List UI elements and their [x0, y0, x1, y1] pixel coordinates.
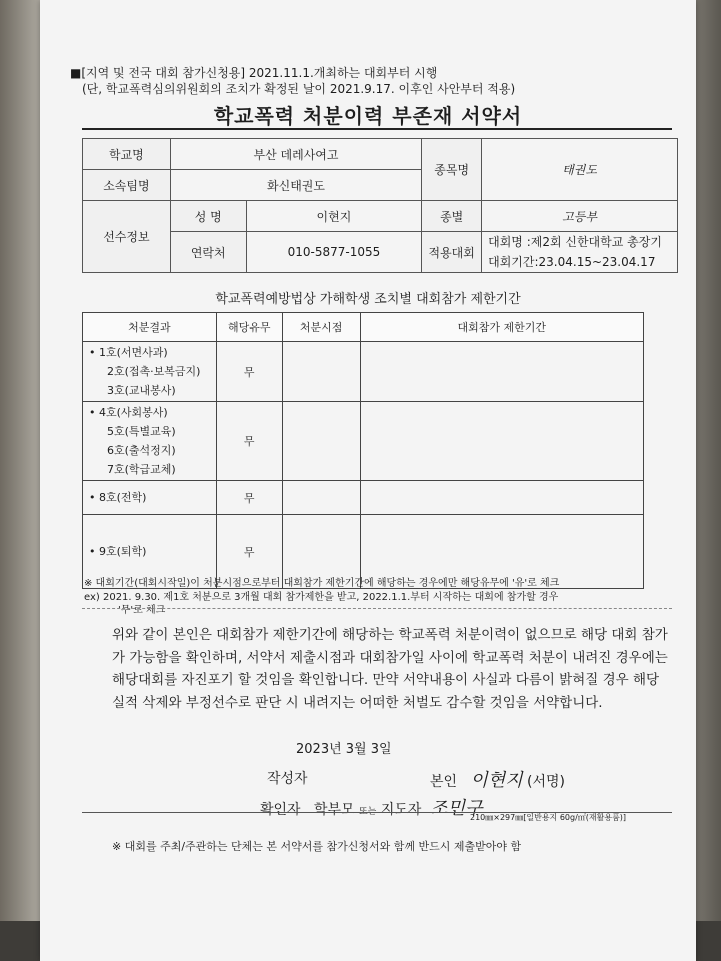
result-item: 6호(출석정지) [107, 444, 176, 457]
parent-label: 학부모 [313, 802, 355, 818]
note-line-1: ※ 대회기간(대회시작일)이 처분시점으로부터 대회참가 제한기간에 해당하는 경우에만 해당유무에 '유'로 체크 [84, 578, 560, 589]
note-line-2: ex) 2021. 9.30. 제1호 처분으로 3개월 대회 참가제한을 받고, 2022.1.1.부터 시작하는 대회에 참가할 경우 [84, 592, 559, 603]
footer-note: ※ 대회를 주최/주관하는 단체는 본 서약서를 참가신청서와 함께 반드시 제출받아야 함 [112, 840, 522, 853]
result-item: 7호(학급교체) [107, 463, 176, 476]
division-value: 고등부 [482, 201, 678, 232]
header-line-1: ■[지역 및 전국 대회 참가신청용] 2021.11.1.개최하는 대회부터 시행 [70, 66, 438, 80]
period-value [360, 402, 643, 481]
result-item: 5호(특별교육) [107, 425, 176, 438]
result-item: 3호(교내봉사) [107, 384, 176, 397]
team-value: 화신태권도 [170, 170, 421, 201]
result-item: 2호(접촉·보복금지) [107, 365, 201, 378]
applied-meet-value [482, 232, 678, 273]
name-label: 성 명 [170, 201, 246, 232]
time-value [282, 481, 360, 515]
division-label: 종별 [422, 201, 482, 232]
applied-meet-label: 적용대회 [422, 232, 482, 273]
restriction-table [82, 312, 644, 589]
athlete-label: 선수정보 [83, 201, 171, 273]
restriction-title: 학교폭력예방법상 가해학생 조치별 대회참가 제한기간 [215, 292, 521, 307]
note-line-3: '무'로 체크 [118, 605, 166, 616]
paper-spec: 210㎜×297㎜[일반용지 60g/㎡(재활용품)] [470, 813, 627, 822]
period-value [360, 481, 643, 515]
result-item: • 8호(전학) [89, 491, 147, 504]
document-title: 학교폭력 처분이력 부존재 서약서 [213, 104, 523, 128]
pledge-document [40, 0, 696, 961]
event-value: 태권도 [482, 139, 678, 201]
contact-value: 010-5877-1055 [246, 232, 422, 273]
self-signature: 이현지 [470, 770, 523, 791]
title-underline [82, 128, 672, 130]
result-cell-3 [83, 481, 217, 515]
self-label: 본인 [430, 774, 458, 790]
meet-name: 대회명 :제2회 신한대학교 총장기 [488, 235, 662, 249]
name-value: 이현지 [246, 201, 422, 232]
result-cell-1 [83, 342, 217, 402]
time-value [282, 402, 360, 481]
event-label: 종목명 [422, 139, 482, 201]
col-time: 처분시점 [282, 313, 360, 342]
meet-period: 대회기간:23.04.15~23.04.17 [488, 255, 656, 269]
col-period: 대회참가 제한기간 [360, 313, 643, 342]
separator [82, 608, 672, 609]
col-result: 처분결과 [83, 313, 217, 342]
team-label: 소속팀명 [83, 170, 171, 201]
writer-label: 작성자 [267, 771, 308, 787]
header-line-2: (단, 학교폭력심의위원회의 조치가 확정된 날이 2021.9.17. 이후인 사안부터 적용) [82, 82, 516, 96]
result-item: • 1호(서면사과) [89, 346, 168, 359]
col-applicable: 해당유무 [216, 313, 282, 342]
confirm-label: 확인자 [260, 802, 301, 818]
applicable-value: 무 [216, 342, 282, 402]
applicable-value: 무 [216, 402, 282, 481]
declaration-text: 위와 같이 본인은 대회참가 제한기간에 해당하는 학교폭력 처분이력이 없으므로 해당 대회 참가가 가능함을 확인하며, 서약서 제출시점과 대회참가일 사이에 학교폭력 처분이 내려진 경우에는 해당대회를 자진포기 할 것임을 확인합니다. 만약 서약내용이 사실과 다름이 밝혀질 경우 해당실적 삭제와 부정선수로 판단 시 내려지는 어떠한 처벌도 감수할 것임을 서약합니다. [112, 627, 668, 711]
or-label: 또는 [358, 807, 377, 817]
result-cell-2 [83, 402, 217, 481]
period-value [360, 342, 643, 402]
info-table [82, 138, 678, 273]
result-item: • 9호(퇴학) [89, 545, 147, 558]
sign-label: (서명) [527, 774, 566, 790]
result-item: • 4호(사회봉사) [89, 406, 168, 419]
confirm-row [260, 794, 482, 820]
contact-label: 연락처 [170, 232, 246, 273]
confirm-signature: 조민구 [430, 798, 483, 819]
applicable-value: 무 [216, 481, 282, 515]
teacher-label: 지도자 [380, 802, 422, 818]
time-value [282, 342, 360, 402]
declaration-date: 2023년 3월 3일 [296, 742, 392, 757]
school-value: 부산 데레사여고 [170, 139, 421, 170]
applicable-value: 무 [216, 515, 282, 589]
self-signature-row [430, 766, 565, 792]
school-label: 학교명 [83, 139, 171, 170]
